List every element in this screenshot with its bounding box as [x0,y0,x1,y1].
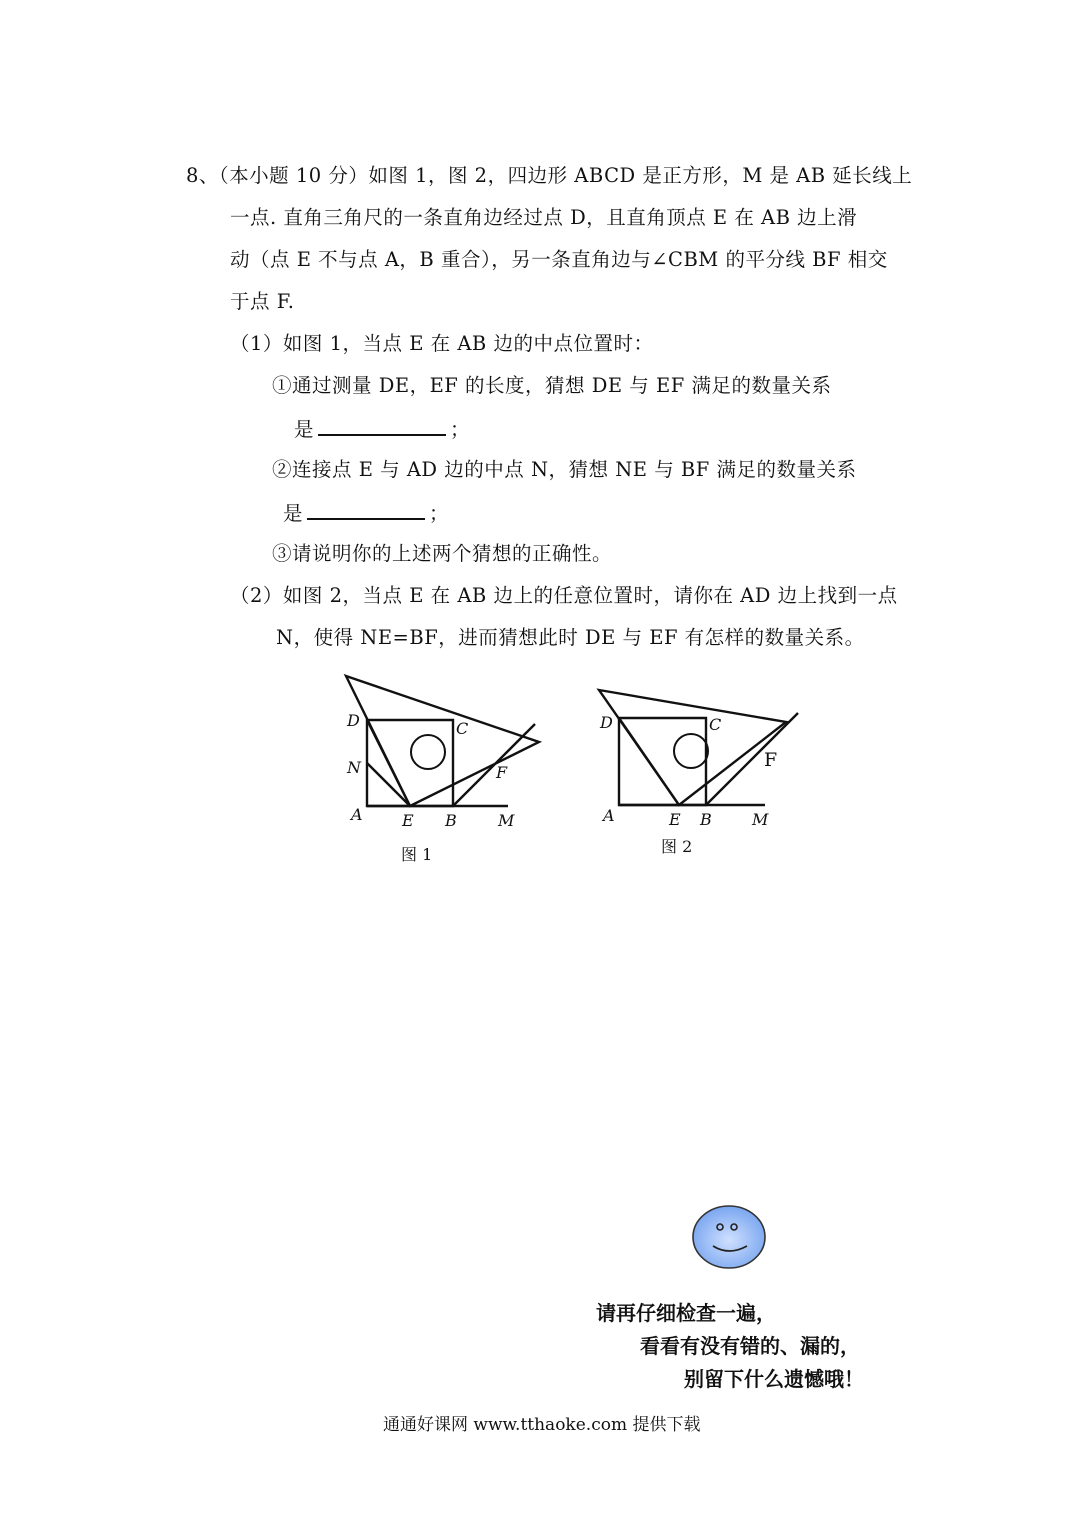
problem-number: 8、 [186,164,219,187]
problem-line-1 [186,164,912,188]
figure-2-caption: 图 2 [661,837,693,856]
q1-answer-suffix: ； [450,418,471,441]
part1-q1: ①通过测量 DE，EF 的长度，猜想 DE 与 EF 满足的数量关系 [272,374,832,397]
part1-q1-answer [294,416,470,442]
part1-q2-answer [283,500,449,526]
label-c: C [709,715,722,734]
smiley-face-icon [689,1202,769,1272]
reminder-line-1: 请再仔细检查一遍， [596,1301,776,1325]
q2-answer-prefix: 是 [283,502,304,525]
figure-1-caption: 图 1 [401,845,433,864]
part1-q2: ②连接点 E 与 AD 边的中点 N，猜想 NE 与 BF 满足的数量关系 [272,458,857,481]
circle-hole [411,735,445,769]
line-ne [367,763,410,806]
circle-hole [674,734,708,768]
label-e: E [402,811,414,830]
label-c: C [456,719,469,738]
square-abcd [619,718,706,805]
label-a: A [603,806,615,825]
part1-q3: ③请说明你的上述两个猜想的正确性。 [272,542,613,565]
figure-2 [590,680,830,850]
label-m: M [498,811,515,830]
part2-line-2: N，使得 NE=BF，进而猜想此时 DE 与 EF 有怎样的数量关系。 [276,626,865,649]
q2-answer-blank[interactable] [307,500,425,520]
label-a: A [351,805,363,824]
problem-line-2: 一点. 直角三角尺的一条直角边经过点 D，且直角顶点 E 在 AB 边上滑 [230,206,858,229]
problem-line-3: 动（点 E 不与点 A，B 重合），另一条直角边与∠CBM 的平分线 BF 相交 [230,248,888,271]
reminder-line-2: 看看有没有错的、漏的， [640,1334,860,1358]
q1-answer-blank[interactable] [318,416,446,436]
triangle-ruler [346,676,539,806]
label-d: D [347,711,360,730]
label-f: F [764,749,778,771]
line-de [367,720,410,806]
label-d: D [600,713,613,732]
problem-text-1: （本小题 10 分）如图 1，图 2，四边形 ABCD 是正方形，M 是 AB 延长线上 [218,164,913,187]
problem-line-4: 于点 F. [230,290,295,313]
part2-line-1: （2）如图 2，当点 E 在 AB 边上的任意位置时，请你在 AD 边上找到一点 [230,584,898,607]
label-m: M [752,810,769,829]
reminder-line-3: 别留下什么遗憾哦！ [684,1367,864,1391]
page-footer: 通通好课网 www.tthaoke.com 提供下载 [383,1415,701,1435]
line-de [619,718,679,805]
label-b: B [700,810,712,829]
label-n: N [347,758,361,777]
q1-answer-prefix: 是 [294,418,315,441]
label-e: E [669,810,681,829]
label-f: F [496,763,508,782]
figure-1 [330,668,570,838]
q2-answer-suffix: ； [429,502,450,525]
label-b: B [445,811,457,830]
triangle-ruler [599,690,786,805]
part1-intro: （1）如图 1，当点 E 在 AB 边的中点位置时： [230,332,654,355]
